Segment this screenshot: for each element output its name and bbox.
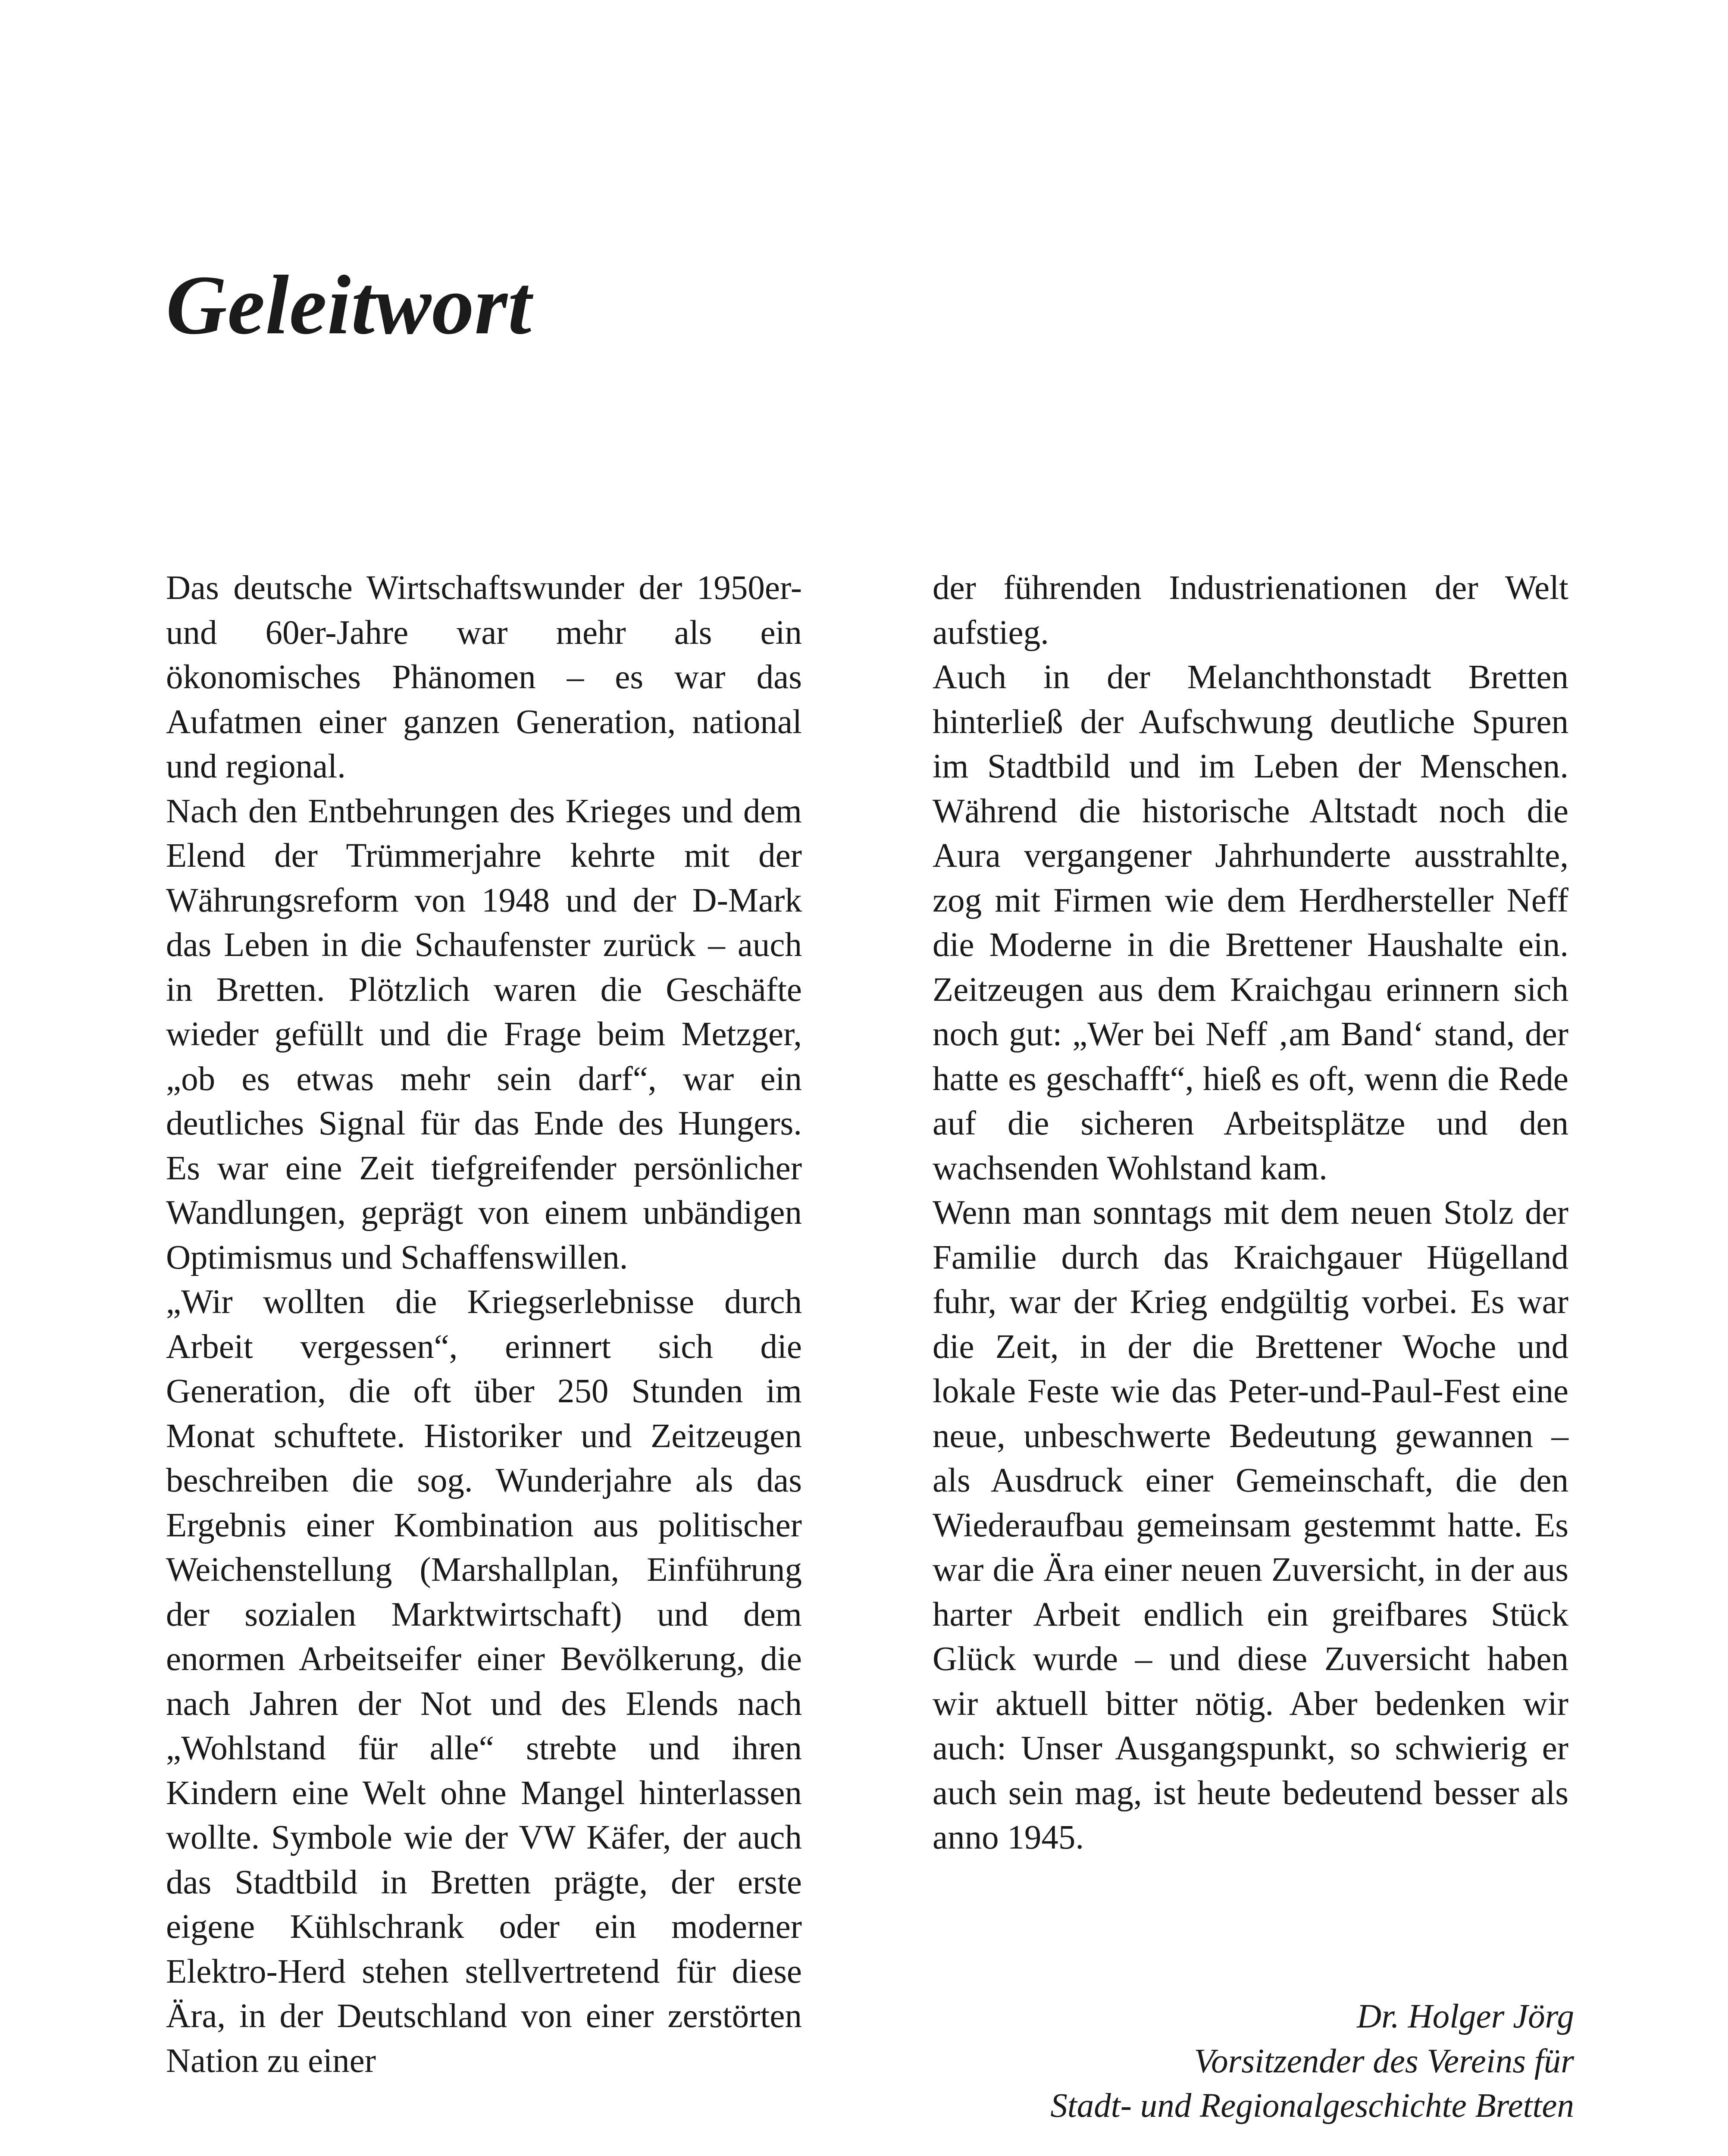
page-title: Geleitwort xyxy=(166,258,532,352)
signature-role: Vorsitzender des Vereins für xyxy=(1194,2042,1574,2080)
paragraph: Wenn man sonntags mit dem neuen Stolz der Familie durch das Kraichgauer Hügelland fuhr, war der Krieg endgültig vorbei. Es war die Zeit, in der die Brettener Woche und lokale Feste wie das Peter-und-Paul-Fest eine neue, unbeschwerte Bedeutung gewannen – als Ausdruck einer Gemeinschaft, die den Wiederaufbau gemeinsam gestemmt hatte. Es war die Ära einer neuen Zuversicht, in der aus harter Arbeit endlich ein greifbares Stück Glück wurde – und diese Zuversicht haben wir aktuell bitter nötig. Aber bedenken wir auch: Unser Ausgangspunkt, so schwierig er auch sein mag, ist heute bedeutend besser als anno 1945. xyxy=(933,1194,1568,1856)
text-column-right xyxy=(933,566,1568,1860)
signature-organization: Stadt- und Regionalgeschichte Bretten xyxy=(1050,2087,1574,2125)
text-column-left xyxy=(166,566,802,2083)
paragraph: Nach den Entbehrungen des Krieges und dem Elend der Trümmerjahre kehrte mit der Währungsreform von 1948 und der D-Mark das Leben in die Schaufenster zurück – auch in Bretten. Plötzlich waren die Geschäfte wieder gefüllt und die Frage beim Metzger, „ob es etwas mehr sein darf“, war ein deutliches Signal für das Ende des Hungers. Es war eine Zeit tiefgreifender persönlicher Wandlungen, geprägt von einem unbändigen Optimismus und Schaffenswillen. xyxy=(166,792,802,1276)
paragraph: Auch in der Melanchthonstadt Bretten hinterließ der Aufschwung deutliche Spuren im Stadtbild und im Leben der Menschen. Während die historische Altstadt noch die Aura vergangener Jahrhunderte ausstrahlte, zog mit Firmen wie dem Herdhersteller Neff die Moderne in die Brettener Haushalte ein. Zeitzeugen aus dem Kraichgau erinnern sich noch gut: „Wer bei Neff ‚am Band‘ stand, der hatte es geschafft“, hieß es oft, wenn die Rede auf die sicheren Arbeitsplätze und den wachsenden Wohlstand kam. xyxy=(933,658,1568,1187)
paragraph: Das deutsche Wirtschaftswunder der 1950er- und 60er-Jahre war mehr als ein ökonomisches Phänomen – es war das Aufatmen einer ganzen Generation, national und regional. xyxy=(166,569,802,785)
paragraph: der führenden Industrienationen der Welt aufstieg. xyxy=(933,569,1568,652)
signature-block xyxy=(1050,1994,1574,2128)
paragraph: „Wir wollten die Kriegserlebnisse durch Arbeit vergessen“, erinnert sich die Generation, die oft über 250 Stunden im Monat schuftete. Historiker und Zeitzeugen beschreiben die sog. Wunderjahre als das Ergebnis einer Kombination aus politischer Weichenstellung (Marshallplan, Einführung der sozialen Marktwirtschaft) und dem enormen Arbeitseifer einer Bevölkerung, die nach Jahren der Not und des Elends nach „Wohlstand für alle“ strebte und ihren Kindern eine Welt ohne Mangel hinterlassen wollte. Symbole wie der VW Käfer, der auch das Stadtbild in Bretten prägte, der erste eigene Kühlschrank oder ein moderner Elektro-Herd stehen stellvertretend für diese Ära, in der Deutschland von einer zerstörten Nation zu einer xyxy=(166,1283,802,2080)
signature-name: Dr. Holger Jörg xyxy=(1357,1998,1574,2035)
